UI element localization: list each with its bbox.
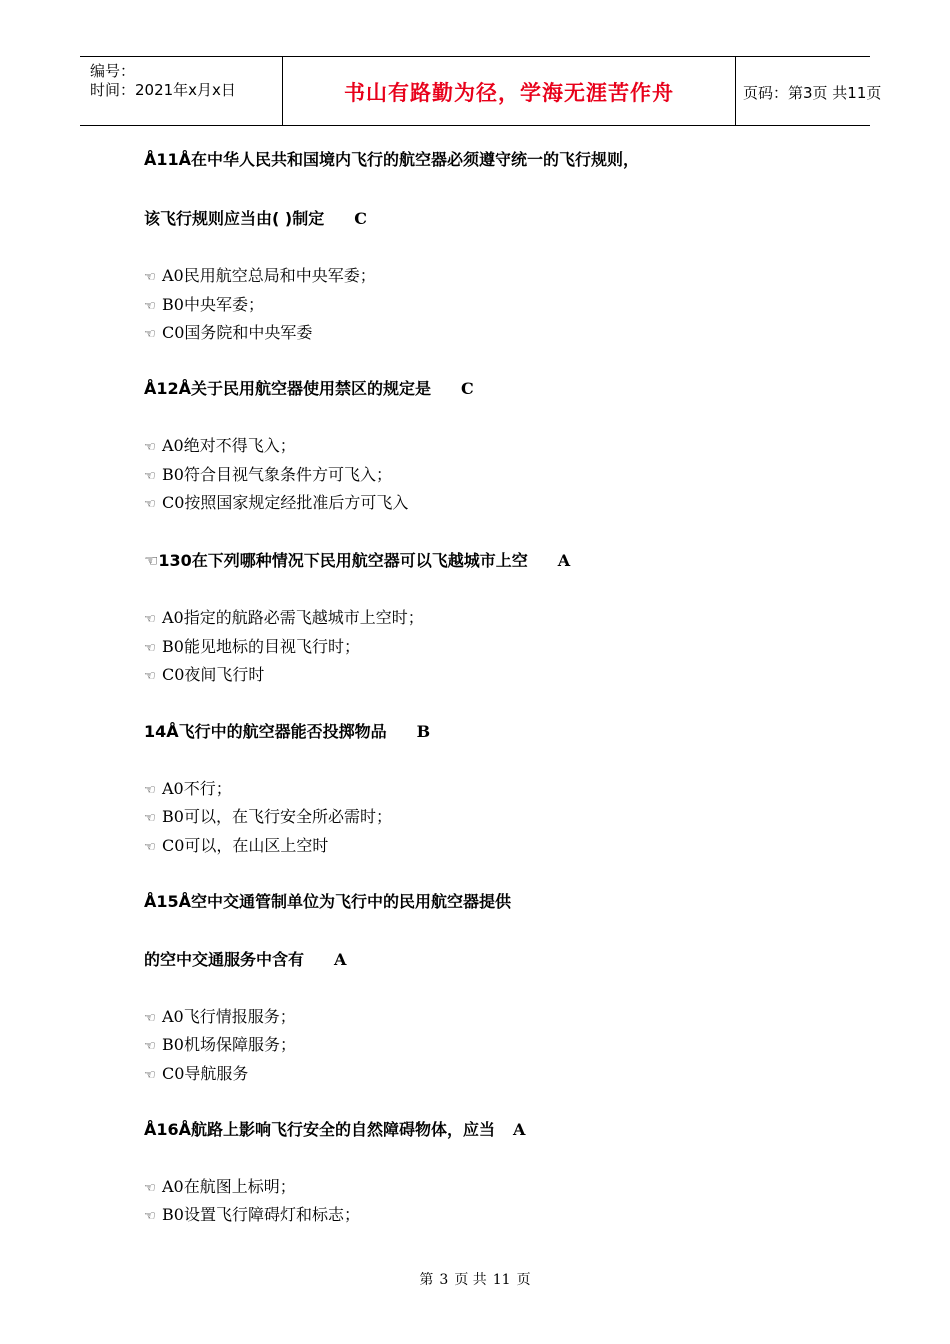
question-line: Å16Å航路上影响飞行安全的自然障碍物体，应当 bbox=[144, 1120, 496, 1139]
option-item bbox=[144, 462, 392, 485]
option-text: C0按照国家规定经批准后方可飞入 bbox=[162, 493, 409, 512]
option-item bbox=[144, 490, 408, 513]
option-text: A0在航图上标明； bbox=[162, 1177, 296, 1196]
question-title bbox=[144, 1117, 525, 1140]
motto-text: 书山有路勤为径，学海无涯苦作舟 bbox=[344, 81, 674, 105]
option-text: A0绝对不得飞入； bbox=[162, 436, 296, 455]
question-title bbox=[144, 548, 570, 571]
option-text: A0指定的航路必需飞越城市上空时； bbox=[162, 608, 424, 627]
pointing-hand-icon: ☜ bbox=[144, 1039, 156, 1054]
option-item bbox=[144, 292, 264, 315]
option-text: C0国务院和中央军委 bbox=[162, 323, 313, 342]
pointing-hand-icon: ☜ bbox=[144, 299, 156, 314]
question-title bbox=[144, 147, 639, 170]
option-item bbox=[144, 1004, 296, 1027]
pointing-hand-icon: ☜ bbox=[144, 1209, 156, 1224]
answer-letter: C bbox=[354, 209, 367, 228]
question-line: 14Å飞行中的航空器能否投掷物品 bbox=[144, 722, 387, 741]
time-label: 时间：2021年x月x日 bbox=[90, 81, 236, 99]
option-text: C0可以，在山区上空时 bbox=[162, 836, 329, 855]
option-text: B0符合目视气象条件方可飞入； bbox=[162, 465, 392, 484]
pointing-hand-icon: ☜ bbox=[144, 1181, 156, 1196]
option-text: B0设置飞行障碍灯和标志； bbox=[162, 1205, 360, 1224]
header-left-cell bbox=[80, 57, 282, 125]
option-item bbox=[144, 1174, 296, 1197]
pointing-hand-icon: ☜ bbox=[144, 783, 156, 798]
pointing-hand-icon: ☜ bbox=[144, 840, 156, 855]
answer-letter: A bbox=[513, 1120, 526, 1139]
option-text: C0夜间飞行时 bbox=[162, 665, 265, 684]
footer-mid: 页 共 bbox=[454, 1272, 487, 1288]
option-text: A0飞行情报服务； bbox=[162, 1007, 296, 1026]
question-title bbox=[144, 889, 511, 912]
question-line: ☜130在下列哪种情况下民用航空器可以飞越城市上空 bbox=[144, 551, 528, 570]
option-text: B0中央军委； bbox=[162, 295, 264, 314]
answer-letter: A bbox=[557, 551, 571, 570]
option-text: B0机场保障服务； bbox=[162, 1035, 296, 1054]
pointing-hand-icon: ☜ bbox=[144, 811, 156, 826]
option-item bbox=[144, 634, 360, 657]
header-right-cell bbox=[735, 57, 882, 125]
footer-suffix: 页 bbox=[516, 1272, 531, 1288]
question-title bbox=[144, 947, 346, 970]
footer-prefix: 第 bbox=[419, 1272, 434, 1288]
answer-letter: B bbox=[416, 722, 431, 741]
question-line: 的空中交通服务中含有 bbox=[144, 950, 305, 969]
pointing-hand-icon: ☜ bbox=[144, 327, 156, 342]
pointing-hand-icon: ☜ bbox=[144, 469, 156, 484]
option-item bbox=[144, 776, 232, 799]
question-line: 该飞行规则应当由( )制定 bbox=[144, 209, 325, 228]
option-text: B0可以，在飞行安全所必需时； bbox=[162, 807, 392, 826]
option-text: C0导航服务 bbox=[162, 1064, 249, 1083]
pointing-hand-icon: ☜ bbox=[144, 440, 156, 455]
pointing-hand-icon: ☜ bbox=[144, 1068, 156, 1083]
option-item bbox=[144, 1061, 248, 1084]
option-item bbox=[144, 433, 296, 456]
option-item bbox=[144, 833, 328, 856]
pointing-hand-icon: ☜ bbox=[144, 1011, 156, 1026]
page-header bbox=[80, 56, 882, 126]
footer-total-pages: 11 bbox=[492, 1272, 511, 1288]
pointing-hand-icon: ☜ bbox=[144, 669, 156, 684]
option-item bbox=[144, 263, 376, 286]
question-title bbox=[144, 719, 430, 742]
question-line: Å15Å空中交通管制单位为飞行中的民用航空器提供 bbox=[144, 892, 512, 911]
option-item bbox=[144, 320, 312, 343]
pointing-hand-icon: ☜ bbox=[144, 497, 156, 512]
option-item bbox=[144, 605, 424, 628]
answer-letter: C bbox=[461, 379, 474, 398]
header-page-info: 页码：第3页 共11页 bbox=[743, 84, 882, 102]
option-item bbox=[144, 1202, 360, 1225]
option-item bbox=[144, 804, 392, 827]
pointing-hand-icon: ☜ bbox=[144, 612, 156, 627]
option-item bbox=[144, 1032, 296, 1055]
header-motto-cell bbox=[282, 57, 736, 125]
option-text: B0能见地标的目视飞行时； bbox=[162, 637, 360, 656]
code-label: 编号： bbox=[90, 62, 136, 80]
question-line: Å11Å在中华人民共和国境内飞行的航空器必须遵守统一的飞行规则， bbox=[144, 150, 640, 169]
option-item bbox=[144, 662, 264, 685]
footer-page-number: 3 bbox=[439, 1272, 449, 1288]
question-title bbox=[144, 376, 474, 399]
option-text: A0不行； bbox=[162, 779, 232, 798]
option-text: A0民用航空总局和中央军委； bbox=[162, 266, 376, 285]
page-footer bbox=[0, 1269, 950, 1289]
pointing-hand-icon: ☜ bbox=[144, 641, 156, 656]
question-line: Å12Å关于民用航空器使用禁区的规定是 bbox=[144, 379, 432, 398]
question-title bbox=[144, 206, 367, 229]
pointing-hand-icon: ☜ bbox=[144, 270, 156, 285]
answer-letter: A bbox=[334, 950, 347, 969]
